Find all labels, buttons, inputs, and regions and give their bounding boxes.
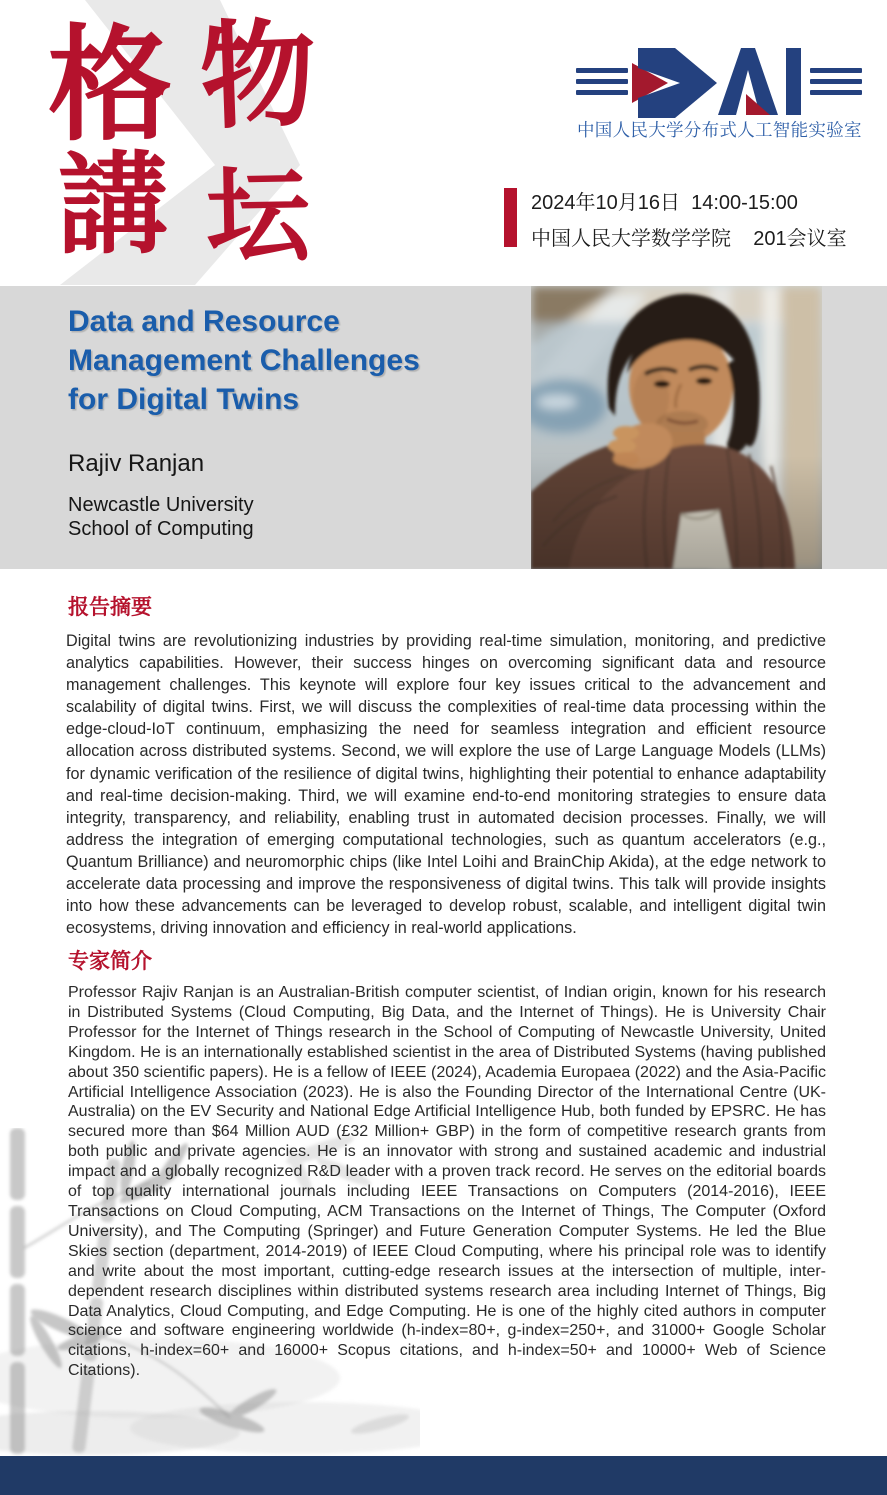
affiliation-line-2: School of Computing	[68, 518, 254, 540]
dai-logo-icon	[576, 44, 862, 119]
talk-title-line-1: Data and Resource	[68, 305, 340, 338]
forum-calligraphy-char-3: 講	[58, 140, 168, 269]
abstract-body: Digital twins are revolutionizing industries by providing real-time simulation, monitoring, and predictive analytics capabilities. However, their success hinges on overcoming significant data and resource management challenges. This keynote will explore four key issues critical to the advancement and scalability of digital twins. First, we will discuss the complexities of real-time data processing within the edge-cloud-IoT continuum, emphasizing the need for seamless integration and efficient resource allocation across distributed systems. Second, we will explore the use of Large Language Models (LLMs) for dynamic verification of the resilience of digital twins, highlighting their potential to enhance adaptability and real-time decision-making. Third, we will examine end-to-end monitoring strategies to ensure data integrity, transparency, and reliability, enabling trust in automated decision processes. Finally, we will address the integration of emerging computational technologies, such as quantum accelerators (e.g., Quantum Brilliance) and neuromorphic chips (like Intel Loihi and BrainChip Akida), at the edge network to accelerate data processing and improve the responsiveness of digital twins. This talk will provide insights into how these advancements can be leveraged to develop robust, scalable, and intelligent digital twin ecosystems, driving innovation and efficiency in real-world applications.	[66, 632, 826, 938]
abstract-heading: 报告摘要	[68, 596, 152, 619]
event-venue: 中国人民大学数学学院 201会议室	[531, 228, 847, 250]
red-accent-bar	[504, 188, 517, 247]
forum-calligraphy-char-1: 格	[48, 13, 173, 158]
lab-name-caption: 中国人民大学分布式人工智能实验室	[577, 120, 862, 140]
forum-calligraphy-char-2: 物	[197, 6, 319, 146]
speaker-photo	[531, 286, 822, 569]
bio-body: Professor Rajiv Ranjan is an Australian-British computer scientist, of Indian origin, known for his research in Distributed Systems (Cloud Computing, Big Data, and the Internet of Things). He is University Chair Professor for the Internet of Things research in the School of Computing of Newcastle University, United Kingdom. He is an internationally established scientist in the area of Distributed Systems (having published about 350 scientific papers). He is a fellow of IEEE (2024), Academia Europaea (2022) and the Asia-Pacific Artificial Intelligence Association (2023). He is also the Founding Director of the International Centre (UK-Australia) on the EV Security and National Edge Artificial Intelligence Hub, both funded by EPSRC. He has secured more than $64 Million AUD (£32 Million+ GBP) in the form of competitive research grants from both public and private agencies. He is an innovator with strong and sustained academic and industrial impact and a globally recognized R&D leader with a proven track record. He serves on the editorial boards of top quality international journals including IEEE Transactions on Computers (2014-2016), IEEE Transactions on Cloud Computing, ACM Transactions on the Internet of Things, The Computer (Oxford University), and The Computing (Springer) and Future Generation Computer Systems. He led the Blue Skies section (department, 2014-2019) of IEEE Cloud Computing, where his principal role was to identify and write about the most important, cutting-edge research issues at the intersection of multiple, inter-dependent research disciplines within distributed systems research area including Internet of Things, Big Data Analytics, Cloud Computing, and Edge Computing. He is one of the highly cited authors in computer science and software engineering worldwide (h-index=80+, g-index=250+, and 31000+ Google Scholar citations, h-index=60+ and 16000+ Scopus citations, and h-index=50+ and 10000+ Web of Science Citations).	[68, 984, 826, 1380]
speaker-name: Rajiv Ranjan	[68, 450, 205, 477]
talk-title-line-3: for Digital Twins	[68, 383, 300, 416]
title-banner	[0, 286, 887, 569]
affiliation-line-1: Newcastle University	[68, 494, 254, 516]
talk-title-line-2: Management Challenges	[68, 344, 420, 377]
bio-heading: 专家简介	[68, 950, 152, 973]
event-datetime: 2024年10月16日 14:00-15:00	[531, 192, 798, 214]
forum-calligraphy-char-4: 坛	[204, 153, 312, 278]
footer-bar	[0, 1456, 887, 1495]
talk-title	[68, 302, 420, 419]
speaker-affiliation	[68, 493, 254, 541]
